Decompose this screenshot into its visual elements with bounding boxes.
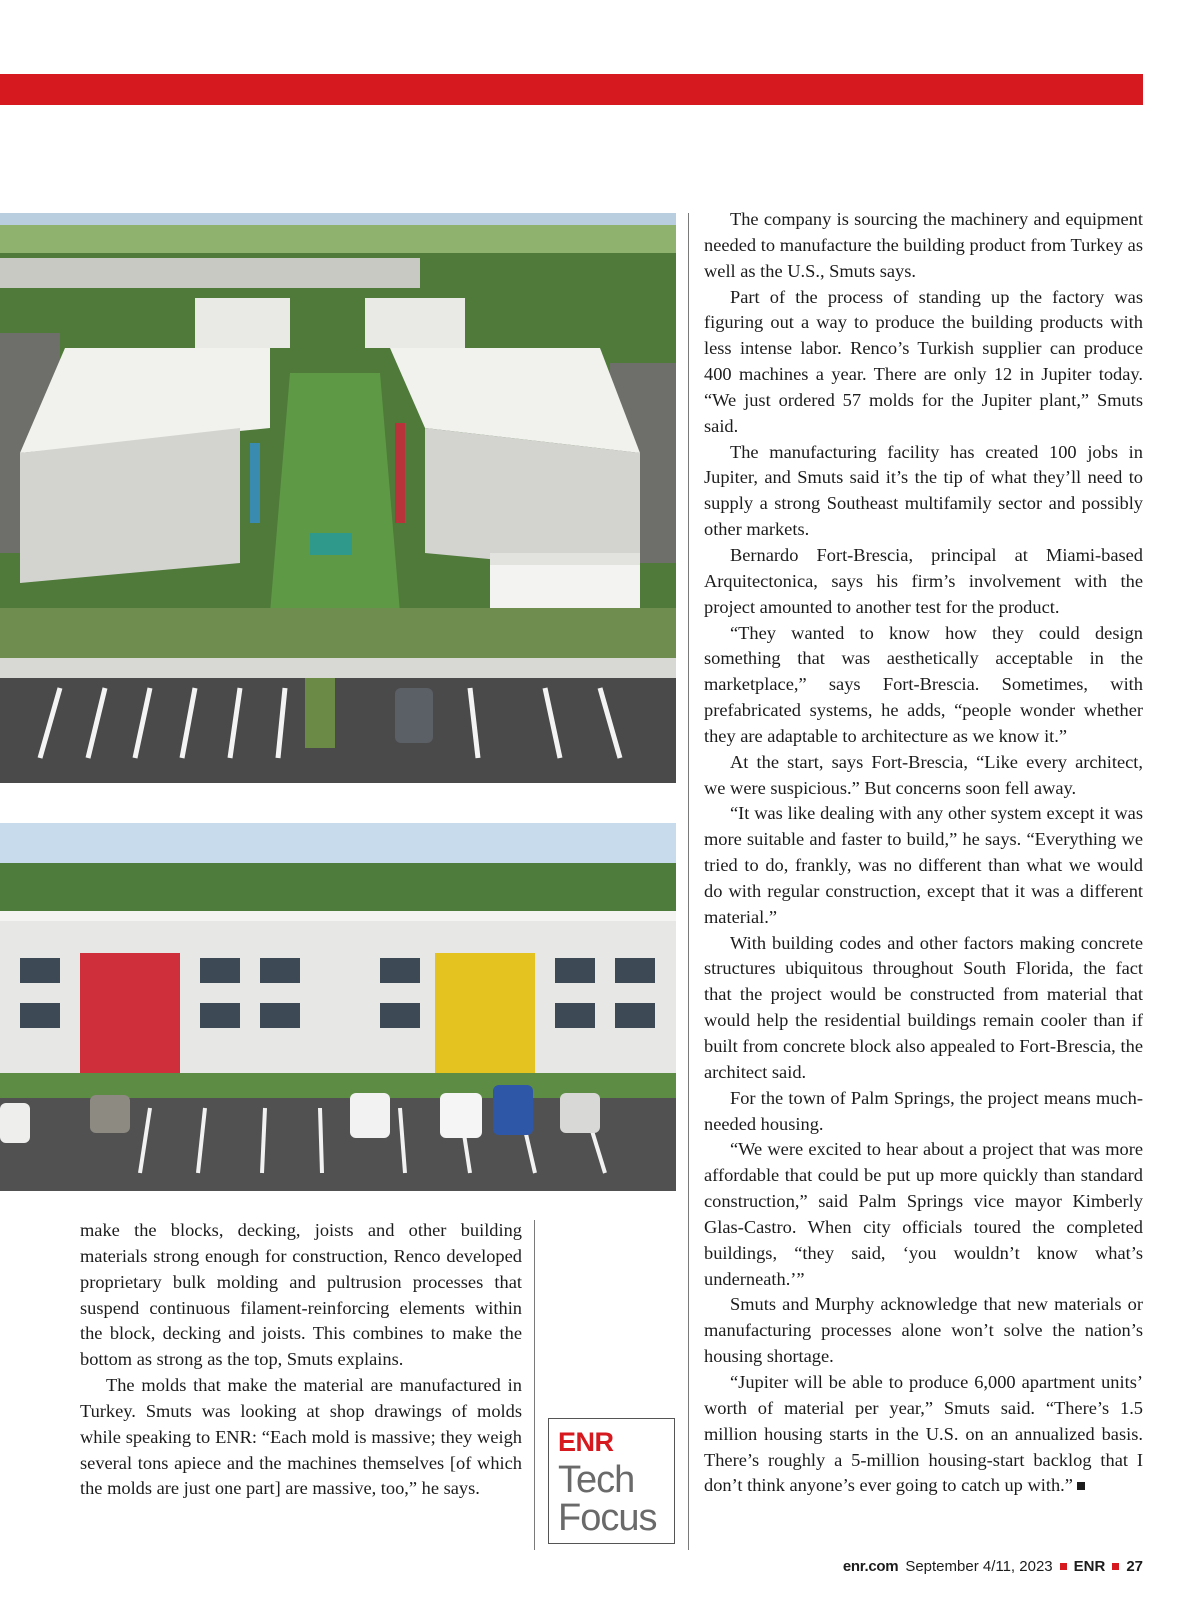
enr-tech-focus-badge <box>548 1418 675 1544</box>
right-paragraph: The company is sourcing the machinery and equipment needed to manufacture the building product from Turkey as well as the U.S., Smuts says. <box>704 209 1143 281</box>
right-paragraph: For the town of Palm Springs, the project means much-needed housing. <box>704 1087 1143 1134</box>
footer-separator-square <box>1112 1563 1119 1570</box>
footer-date: September 4/11, 2023 <box>905 1558 1053 1575</box>
header-accent-bar <box>0 74 1143 105</box>
right-paragraph: Part of the process of standing up the factory was figuring out a way to produce the building products with less intense labor. Renco’s Turkish supplier can produce 400 machines a year. There are only 12 in Jupiter today. “We just ordered 57 molds for the Jupiter plant,” Smuts said. <box>704 286 1143 436</box>
final-paragraph-text: “Jupiter will be able to produce 6,000 apartment units’ worth of material per year,” Smuts said. “There’s 1.5 million housing starts in the U.S. on an annualized basis. There’s roughly a 5-million housing-start backlog that I don’t think anyone’s ever going to catch up with.” <box>704 1371 1143 1496</box>
right-paragraph: The manufacturing facility has created 100 jobs in Jupiter, and Smuts said it’s the tip of what they’ll need to supply a strong Southeast multifamily sector and possibly other markets. <box>704 441 1143 540</box>
footer-page-number: 27 <box>1126 1558 1143 1575</box>
left-paragraph: The molds that make the material are manufactured in Turkey. Smuts was looking at shop drawings of molds while speaking to ENR: “Each mold is massive; they weigh several tons apiece and the machines themselves [of which the molds are just one part] are massive, too,” he says. <box>80 1375 522 1499</box>
left-paragraph: make the blocks, decking, joists and other building materials strong enough for construction, Renco developed proprietary bulk molding and pultrusion processes that suspend continuous filament-reinforcing elements within the block, decking and joists. This combines to make the bottom as strong as the top, Smuts explains. <box>80 1220 522 1370</box>
right-paragraph: “We were excited to hear about a project that was more affordable that could be put up more quickly than standard construction,” said Palm Springs vice mayor Kimberly Glas-Castro. When city officials toured the completed buildings, “they said, ‘you wouldn’t know what’s underneath.’” <box>704 1139 1143 1289</box>
footer-brand: ENR <box>1073 1558 1106 1575</box>
apartment-facade-photo <box>0 823 676 1191</box>
right-paragraph: Bernardo Fort-Brescia, principal at Miami-based Arquitectonica, says his firm’s involvement with the project amounted to another test for the product. <box>704 544 1143 617</box>
tech-focus-line1: Tech <box>558 1459 635 1501</box>
footer-separator-square <box>1060 1563 1067 1570</box>
right-paragraph: “They wanted to know how they could design something that was aesthetically acceptable in the marketplace,” says Fort-Brescia. Sometimes, with prefabricated systems, he adds, “people wonder whether they are adaptable to architecture as we know it.” <box>704 622 1143 746</box>
tech-focus-brand: ENR <box>558 1427 614 1457</box>
article-right-column <box>704 207 1143 1499</box>
aerial-photo-apartment-complex <box>0 213 676 783</box>
right-paragraph: “It was like dealing with any other system except it was more suitable and faster to build,” he says. “Everything we tried to do, frankly, was no different than what we would do with regular construction, except that it was a different material.” <box>704 803 1143 927</box>
footer-site: enr.com <box>842 1558 899 1575</box>
article-left-column <box>80 1218 522 1502</box>
right-paragraph-final <box>704 1370 1143 1499</box>
page-footer <box>843 1558 1143 1575</box>
right-paragraph: Smuts and Murphy acknowledge that new materials or manufacturing processes alone won’t solve the nation’s housing shortage. <box>704 1294 1143 1367</box>
right-paragraph: At the start, says Fort-Brescia, “Like every architect, we were suspicious.” But concerns soon fell away. <box>704 751 1143 798</box>
end-of-article-mark <box>1077 1482 1085 1490</box>
column-rule-left <box>534 1220 535 1550</box>
column-rule-right <box>688 213 689 1550</box>
right-paragraph: With building codes and other factors making concrete structures ubiquitous throughout South Florida, the fact that the project would be constructed from material that would help the residential buildings remain cooler than if built from concrete block also appealed to Fort-Brescia, the architect said. <box>704 932 1143 1082</box>
tech-focus-line2: Focus <box>558 1497 657 1539</box>
